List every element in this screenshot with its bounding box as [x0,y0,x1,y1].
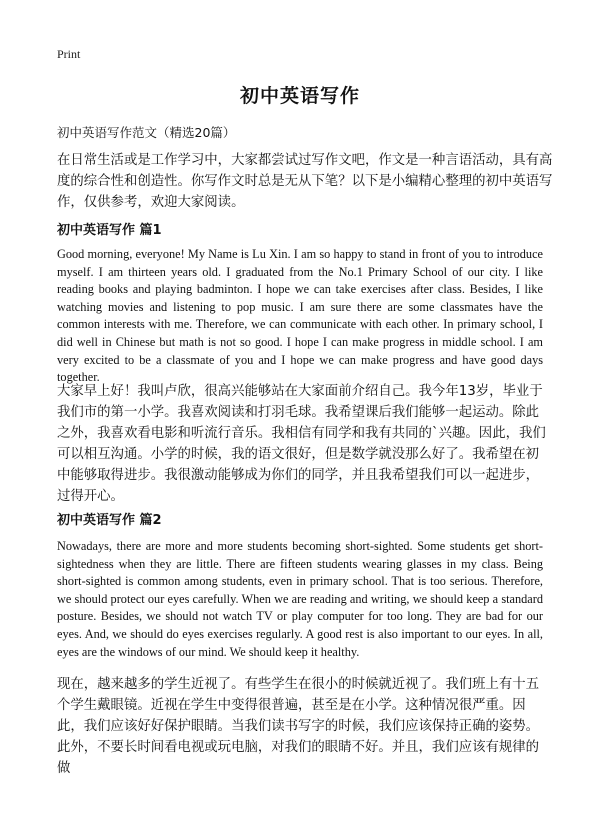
page-title: 初中英语写作 [239,85,360,107]
section-1-english-paragraph: Good morning, everyone! My Name is Lu Xin. I am so happy to stand in front of you to introduce myself. I am thirteen years old. I graduated from the No.1 Primary School of our city. I like reading books and playing badminton. I hope we can take exercises after class. Besides, I like watching movies and listening to pop music. I am sure there are some classmates have the common interests with me. Therefore, we can communicate with each other. In primary school, I did well in Chinese but math is not so good. I hope I can make progress in middle school. I am very excited to be a classmate of you and I hope we can make progress and have good days together. [57,247,543,385]
section-2-english-paragraph: Nowadays, there are more and more students becoming short-sighted. Some students get short-sightedness when they are little. There are fifteen students wearing glasses in my class. Being short-sighted is common among students, even in primary school. That is too serious. Therefore, we should protect our eyes carefully. When we are reading and writing, we should keep a standard posture. Besides, we should not watch TV or play computer for too long. They are bad for our eyes. And, we should do eyes exercises regularly. A good rest is also important to our eyes. In all, eyes are the windows of our mind. We should keep it healthy. [57,539,543,659]
section-heading-2: 初中英语写作 篇2 [57,513,162,528]
section-heading-1: 初中英语写作 篇1 [57,223,162,238]
print-link[interactable]: Print [57,47,81,61]
intro-paragraph: 在日常生活或是工作学习中，大家都尝试过写作文吧，作文是一种言语活动，具有高度的综合性和创造性。你写作文时总是无从下笔？以下是小编精心整理的初中英语写作，仅供参考，欢迎大家阅读。 [57,153,553,210]
page-subtitle: 初中英语写作范文（精选20篇） [57,125,236,140]
section-1-chinese-paragraph: 大家早上好！我叫卢欣，很高兴能够站在大家面前介绍自己。我今年13岁，毕业于我们市的第一小学。我喜欢阅读和打羽毛球。我希望课后我们能够一起运动。除此之外，我喜欢看电影和听流行音乐。我相信有同学和我有共同的`兴趣。因此，我们可以相互沟通。小学的时候，我的语文很好，但是数学就没那么好了。我希望在初中能够取得进步。我很激动能够成为你们的同学，并且我希望我们可以一起进步，过得开心。 [57,384,546,504]
section-2-chinese-paragraph: 现在，越来越多的学生近视了。有些学生在很小的时候就近视了。我们班上有十五个学生戴眼镜。近视在学生中变得很普遍，甚至是在小学。这种情况很严重。因此，我们应该好好保护眼睛。当我们读书写字的时候，我们应该保持正确的姿势。此外，不要长时间看电视或玩电脑，对我们的眼睛不好。并且，我们应该有规律的做 [57,677,540,776]
